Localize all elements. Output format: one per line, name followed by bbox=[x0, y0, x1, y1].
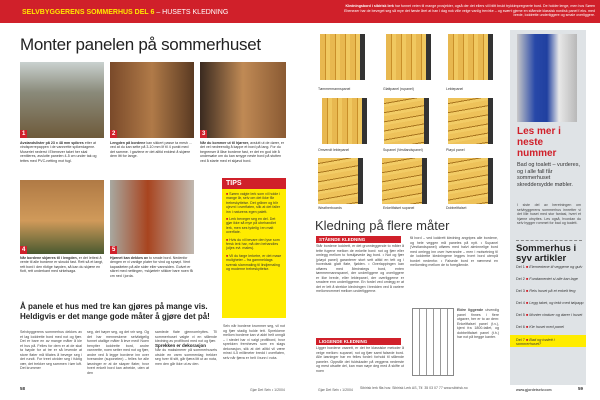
section-title: Kledning på flere måter bbox=[315, 218, 450, 233]
photo-2: 2 bbox=[110, 62, 194, 138]
body-col-2: seg, det høyer seg, og det vrir seg. Og det har menneskene selvfølgelig funnet utallige måter å leve med! Noen benytter loddrette bord, andre vannrette, noen setter med not og fjær, andre ved å legge bordene inn over hverandre (suponelen) – felles for alle løsninger er at de skaper flater, hvor hvert enkelt bord kan arbeide, uten at den bbox=[87, 330, 149, 375]
body-col-4: Selv når bordene krummer seg, vil not og fjær stadig holde tett. Sprekkene mellom bordene kan vi aldri helt unngå – i stedet har vi valgt profilbord, hvor sprekken fremheves som en slags dekorasjon, slik at det alltid vil være minst 4-5 millimeter bredd i overflaten, selv når fjæra er helt i bunn i nota. bbox=[223, 324, 285, 360]
panel-label: Glattpanel (rupanel) bbox=[383, 87, 414, 91]
right-col-2: få bord – ved loddrett kledning angripes alle bordene, og hele veggen må paneles på nytt. • Supanel (Vestlandspanel) utføres med halvt alminnelige bord med omlegg inn over hverandre – men i motsetning til de loddrette kledningene legges hvert bord utenpå bordet nedenfor. • Falsede bord er nærmest en mellomting mellom de to foregående. bbox=[410, 236, 498, 267]
panel-label: Enkeltfalset supanel bbox=[383, 206, 415, 210]
teaser-subtitle: Bad og toalett – vurderes, og i alle fall får sommerhuset skreddersydde møbler. bbox=[517, 162, 580, 188]
panel-label: Pløyd panel bbox=[446, 148, 465, 152]
panel-illustration bbox=[384, 98, 429, 144]
standing-label: STÅENDE KLEDNING bbox=[316, 236, 401, 243]
panel-label: Omvendt lektepanel bbox=[318, 148, 350, 152]
teaser-text: I siste del av beretningen om selvbyggerens sommerhus innretter vi det lille huset med stor fantasi, hvert et hjørne utnyttes. Les også, hvordan du selv bygger rommet for bad og toalett. bbox=[517, 203, 581, 225]
page-number-left: 58 bbox=[20, 386, 26, 391]
supplier-note: Sibirisk lerk fås hos: Sibirisk Lerk AS, Tlf. 35 03 07 77 www.sibirisk.no bbox=[360, 386, 468, 390]
photo-3: 3 bbox=[200, 62, 286, 138]
panel-illustration bbox=[386, 34, 431, 80]
footer-right: Gjør Det Selv • 1/2004 bbox=[318, 388, 353, 392]
tip-item: ■ Søren valgte lerk som vil holde i mange år, selv om det ikke får trebeskyttelse. Det gråner og blir ujevnt i overflaten, slik at det faller inn i naturens egen palett. bbox=[226, 192, 282, 214]
intro-text: Kledningsbord i sibirisk lerk har funnet veien til mange prosjekter, også der det ellers vill blitt brukt trykkimpregnerte bord. De holder lenge, men hos Søren Ebenezer har de beveget seg så mye det første året at han i dag nok ville velge vanlig trevirke – og svært gjerne en stående klassisk nordisk panel f.eks. med brede, loddrette underliggere og smale overliggere. bbox=[344, 4, 595, 18]
footer-left: Gjør Det Selv • 1/2004 bbox=[250, 388, 285, 392]
panel-illustration bbox=[448, 98, 493, 144]
photo-5: 5 bbox=[110, 180, 194, 254]
tip-item: ■ Vil du farge lerketre, er det mase muligheter – fra gammeldags svensk slammaling til lindjemaling og moderne trebeskyttelse. bbox=[226, 254, 282, 272]
body-col-1: Selvbyggerens sommerhus dekkes av et lag loddrette bord med not og fjær. Det er bare en av mange måter å kle et hus på. Felles for dem er at de skal ta høyde for at tre er så levende at store flater må tillates å bevege seg i det rundt. For treet utvider seg i fuktig vær, det trekker seg sammen i tørr luft. Det krummer bbox=[20, 330, 82, 370]
panel-illustration bbox=[322, 98, 367, 144]
article-item: Del 2 ■ Fundamentet si alle kan lage bbox=[516, 277, 578, 281]
photo-4: 4 bbox=[20, 180, 104, 254]
panel-label: Lektepanel bbox=[446, 87, 464, 91]
article-item: Del 3 ■ Reis huset på et enkelt ferg bbox=[516, 289, 576, 293]
panel-illustration bbox=[318, 158, 363, 204]
article-item-next: Del 7 ■ Bad og toalett i sommerhuset? bbox=[510, 335, 586, 347]
caption-5: Hjørnet kan dekkes av to smale bord. Nedenfor dengen er vi vanlige plater for vind og sprøyt. Vent kapasiteten på alle sider eller vannsiden. Gulvet er sikret med nettingen, «skjørtet» stikker bare noen få cm ned i jorda. bbox=[110, 256, 193, 278]
article-item: Del 5 ■ Monter vinduer og dører i huset bbox=[516, 313, 583, 317]
lying-label: LIGGENDE KLEDNING bbox=[316, 338, 401, 345]
panel-label: Dobbeltfalset bbox=[446, 206, 467, 210]
panel-illustration bbox=[448, 34, 493, 80]
panel-illustration bbox=[448, 158, 493, 204]
article-item: Del 1 ■ Elementene til veggene og gulv bbox=[516, 265, 583, 269]
article-item: Del 4 ■ Legg taket, og tekk med tølpapp bbox=[516, 301, 584, 305]
caption-1: Avstandslister på 23 x 48 mm spikres etter at vindsperrepappen i de vannrette spikerdagene. Museriet nederst i Ebenezer taket her skal ventileres, avslutte panelen 4-5 cm under tak og tettes med PVC-netting mot fugl. bbox=[20, 141, 97, 163]
standing-text: Står bordene loddrett, er det grunnleggende to måter å tette fugene mellom de enkelte bord: not og fjær eller omlegg mellom to forskjøvede lag bord. • Not og fjær (pløyd panel) garanterer stort sett alltid en tett og i hovedsak glatt flate, fjølden. • Overlappingen kan utføres med åtminstegs bord, enten tømmermannspanel, der underliggere og overliggere er like brede, eller lektepanel, der overliggerne er smalere enn underliggerne. En fordel ved omlegg er at det er lett å strekke kledningen i bredden ved å variere mellomrommet mellom underliggerne. bbox=[316, 244, 404, 293]
tip-item: ■ Lerk beveger seg en del. Det gjør ikke så mye på ubehandlet lerk, men ses tydelig i en malt overflate. bbox=[226, 217, 282, 235]
series-title: Sommerhus i syv artikler bbox=[516, 240, 582, 264]
bathroom-photo bbox=[517, 34, 577, 122]
photo-1: 1 bbox=[20, 62, 104, 138]
body-col-3: samlede flate gjennomhyttes. Til sommerhuset valgte vi en stående kledning av profilbord med not og fjær. Sprekken er dekorasjon Når du maksimerer på sommerhusets utside en varm sommerdag trekker seg hver til sitt, går fjæra litt ut av nota, men den går ikke ut av den. bbox=[155, 330, 217, 366]
lying-text: Ligger bordene vaarett, er det tre klassiske metoder å velge mellom: supanel, not og fjær samt falsede bord. Alle løsninger har en felles fordel: forhold til stående paneler. Oppstår det fuktskader på veggens nederste og mest utsatte del, kan man nøye deg med å skifte ut noen bbox=[316, 346, 404, 373]
panel-label: Supanel (Vestlandspanel) bbox=[383, 148, 423, 152]
tips-title: TIPS bbox=[222, 178, 286, 189]
page-number-right: 59 bbox=[578, 386, 584, 391]
teaser-title: Les mer i neste nummer bbox=[517, 126, 561, 159]
tips-box bbox=[222, 178, 286, 318]
series-kicker: SELVBYGGERENS SOMMERHUS DEL 6 – HUSETS KLEDNING bbox=[22, 9, 229, 16]
subheading: Å panele et hus med tre kan gjøres på mange vis. Heldigvis er det mange gode måter å gjøre det på! bbox=[20, 302, 210, 321]
panel-label: Tømmermannspanel bbox=[318, 87, 351, 91]
profile-note: Eldre liggende utvendig panel finnes i flere utgaver, her er to av dem: Enkeltfalset panel (t.v.), kjent fra 1800-tallet, og dobbeltfalset panel (t.h.) har not på begge kanter. bbox=[457, 308, 499, 339]
panel-illustration bbox=[382, 158, 427, 204]
caption-3: Når du kommer ut til hjørner, avslutt ut de dører, er det vel nedreendig å kappe et bord på lang. For du begrenser å låse bordene fast, er det en god idé å undersøke om du kan smyge neste bord på stutten ved å starte med et skjøvd bord. bbox=[200, 141, 285, 163]
website: www.gjordetselv.com bbox=[516, 388, 552, 392]
tip-item: ■ Hvis du vil bevare den lyse som fersk lerk har, må den behandles (oljes evt. males). bbox=[226, 238, 282, 251]
panel-label: Weatherboards bbox=[318, 206, 342, 210]
article-item: Del 6 ■ Kle huset med panel bbox=[516, 325, 564, 329]
caption-2: Lengden på bordene kan sikkert passe ta mesh ... ved at du kan sette på 3-10 mm lif til 4 punkt med det samme. I gavlene er det alltid enklest å skjære dem litt for lange. bbox=[110, 141, 192, 159]
panel-illustration bbox=[320, 34, 365, 80]
caption-4: Når bordene skjæres til i lengden, er det lettest å vente til alle bordene er skrudd fast. Rett så et langt, rett bord i den riktige høyden, så kan du skjære en flott, rett underkant med sirkelsaga. bbox=[20, 256, 104, 274]
profile-drawing bbox=[412, 308, 454, 376]
page-title: Monter panelen på sommerhuset bbox=[20, 35, 261, 54]
